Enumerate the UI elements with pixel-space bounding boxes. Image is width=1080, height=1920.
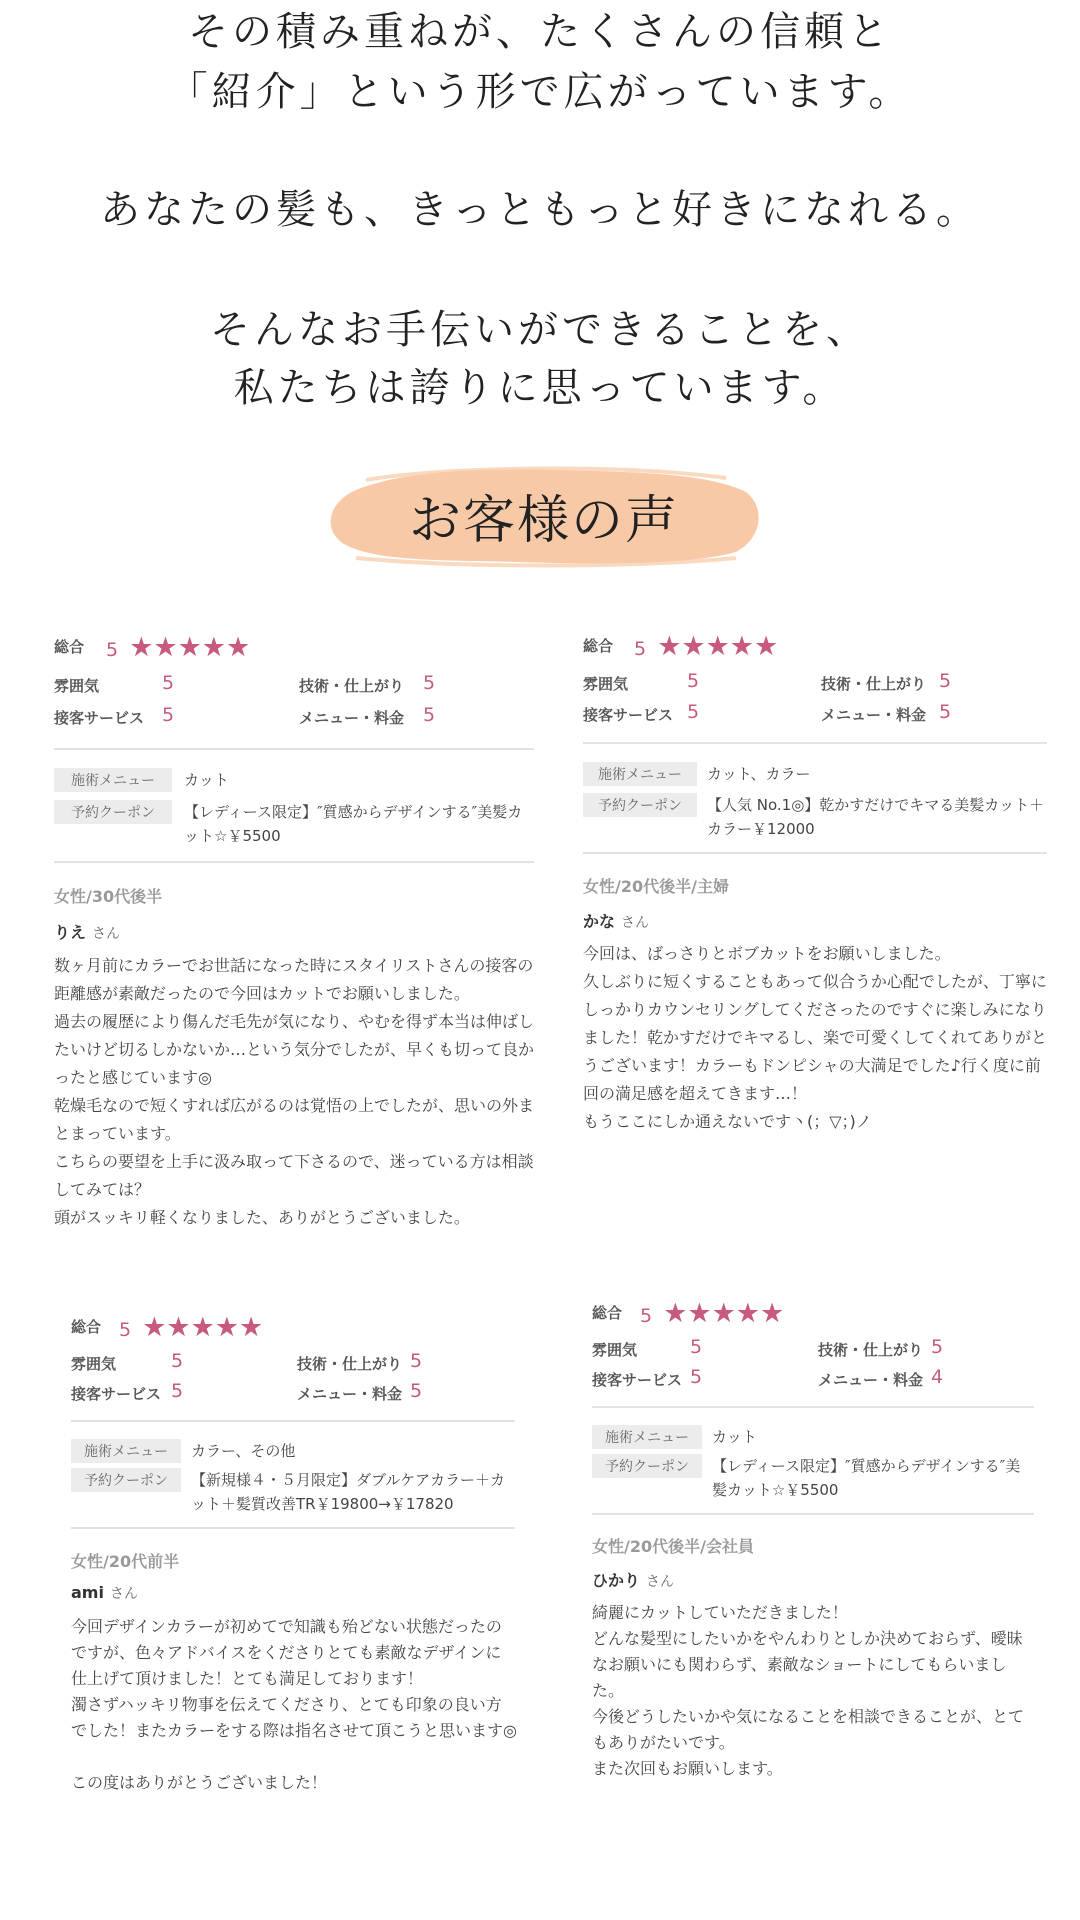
divider xyxy=(54,861,534,863)
atmosphere-score: 5 xyxy=(162,672,175,694)
intro-line-2: 「紹介」という形で広がっています。 xyxy=(167,69,913,115)
technique-label: 技術・仕上がり xyxy=(299,677,405,695)
review-body: 今回デザインカラーが初めてで知識も殆どない状態だったのですが、色々アドバイスをくださりとても素敵なデザインに仕上げて頂けました！とても満足しております！ 濁さずハッキリ物事を伝えてくださり、とても印象の良い方でした！またカラーをする際は指名させて頂こうと思います◎ この度はありがとうございました！ xyxy=(71,1617,517,1792)
honorific: さん xyxy=(621,915,650,931)
reviewer-name xyxy=(592,1568,674,1591)
star-rating-icon: ★★★★★ xyxy=(663,1298,785,1329)
review-card-4 xyxy=(592,1298,1034,1798)
atmosphere-score: 5 xyxy=(690,1336,703,1358)
review-body: 綺麗にカットしていただきました！ どんな髪型にしたいかをやんわりとしか決めておらず、曖昧なお願いにも関わらず、素敵なショートにしてもらいました。 今後どうしたいかや気になることを相談できることが、とてもありがたいです。 また次回もお願いします。 xyxy=(592,1603,1025,1778)
menu-price-score: 5 xyxy=(939,701,952,723)
divider xyxy=(71,1420,515,1422)
reviewer-name-text: りえ xyxy=(54,923,87,942)
review-body: 今回は、ばっさりとボブカットをお願いしました。 久しぶりに短くすることもあって似合うか心配でしたが、丁寧にしっかりカウンセリングしてくださったのですぐに楽しみになりました！乾かすだけでキマるし、楽で可愛くしてくれてありがとうございます！カラーもドンピシャの大満足でした♪行く度に前回の満足感を超えてきます…！ もうここにしか通えないです丶(；▽；)ノ xyxy=(583,944,1048,1131)
intro-line-1: その積み重ねが、たくさんの信頼と xyxy=(188,9,892,55)
reviewer-demographic: 女性/20代後半/主婦 xyxy=(583,877,729,896)
technique-label: 技術・仕上がり xyxy=(297,1355,403,1373)
service-label: 接客サービス xyxy=(54,709,145,727)
overall-label: 総合 xyxy=(71,1318,102,1336)
divider xyxy=(592,1406,1034,1408)
menu-price-score: 5 xyxy=(410,1380,423,1402)
honorific: さん xyxy=(92,926,121,942)
service-score: 5 xyxy=(171,1380,184,1402)
atmosphere-score: 5 xyxy=(171,1350,184,1372)
coupon-tag: 予約クーポン xyxy=(592,1454,702,1478)
coupon-value: 【人気 No.1◎】乾かすだけでキマる美髪カット＋カラー￥12000 xyxy=(707,796,1045,838)
menu-price-label: メニュー・料金 xyxy=(818,1371,924,1389)
menu-price-label: メニュー・料金 xyxy=(821,706,927,724)
review-card-3 xyxy=(71,1312,515,1832)
atmosphere-label: 雰囲気 xyxy=(592,1341,638,1359)
section-heading xyxy=(326,462,762,568)
menu-tag: 施術メニュー xyxy=(592,1425,702,1449)
service-label: 接客サービス xyxy=(583,706,674,724)
menu-value: カット xyxy=(184,771,229,789)
coupon-value: 【レディース限定】″質感からデザインする″美髪カット☆￥5500 xyxy=(712,1457,1021,1499)
overall-score: 5 xyxy=(634,638,647,660)
star-rating-icon: ★★★★★ xyxy=(129,632,251,663)
divider xyxy=(71,1527,515,1529)
atmosphere-score: 5 xyxy=(687,670,700,692)
coupon-value: 【新規様４・５月限定】ダブルケアカラー＋カット＋髪質改善TR￥19800→￥17820 xyxy=(191,1471,505,1513)
divider xyxy=(54,748,534,750)
service-label: 接客サービス xyxy=(592,1371,683,1389)
honorific: さん xyxy=(646,1574,675,1590)
technique-label: 技術・仕上がり xyxy=(818,1341,924,1359)
reviewer-name-text: かな xyxy=(583,912,616,931)
overall-score: 5 xyxy=(640,1305,653,1327)
reviewer-name xyxy=(71,1583,138,1603)
menu-tag: 施術メニュー xyxy=(583,762,697,786)
reviewer-demographic: 女性/20代後半/会社員 xyxy=(592,1537,754,1556)
honorific: さん xyxy=(109,1586,138,1602)
reviewer-name-text: ami xyxy=(71,1583,104,1602)
reviewer-demographic: 女性/20代前半 xyxy=(71,1552,180,1571)
overall-label: 総合 xyxy=(583,637,614,655)
reviewer-name xyxy=(54,920,120,943)
coupon-tag: 予約クーポン xyxy=(54,800,172,824)
review-body: 数ヶ月前にカラーでお世話になった時にスタイリストさんの接客の距離感が素敵だったので今回はカットでお願いしました。 過去の履歴により傷んだ毛先が気になり、やむを得ず本当は伸ばしたいけど切るしかないか…という気分でしたが、早くも切って良かったと感じています◎ 乾燥毛なので短くすれば広がるのは覚悟の上でしたが、思いの外まとまっています。 こちらの要望を上手に汲み取って下さるので、迷っている方は相談してみては？ 頭がスッキリ軽くなりました、ありがとうございました。 xyxy=(54,956,535,1227)
coupon-tag: 予約クーポン xyxy=(583,793,697,817)
heading-title: お客様の声 xyxy=(408,490,679,551)
intro-line-4: そんなお手伝いができることを、 xyxy=(210,307,870,353)
reviewer-demographic: 女性/30代後半 xyxy=(54,887,163,906)
overall-score: 5 xyxy=(106,639,119,661)
technique-score: 5 xyxy=(931,1336,944,1358)
atmosphere-label: 雰囲気 xyxy=(54,677,100,695)
menu-price-label: メニュー・料金 xyxy=(299,709,405,727)
menu-tag: 施術メニュー xyxy=(54,768,172,792)
reviewer-name-text: ひかり xyxy=(592,1571,641,1590)
overall-label: 総合 xyxy=(54,638,85,656)
menu-value: カット xyxy=(712,1428,757,1446)
divider xyxy=(592,1513,1034,1515)
intro-line-3: あなたの髪も、きっともっと好きになれる。 xyxy=(100,187,980,233)
star-rating-icon: ★★★★★ xyxy=(657,631,779,662)
atmosphere-label: 雰囲気 xyxy=(71,1355,117,1373)
divider xyxy=(583,852,1047,854)
divider xyxy=(583,742,1047,744)
menu-value: カット、カラー xyxy=(707,765,811,783)
menu-value: カラー、その他 xyxy=(191,1442,296,1460)
technique-score: 5 xyxy=(423,672,436,694)
service-score: 5 xyxy=(162,704,175,726)
menu-tag: 施術メニュー xyxy=(71,1439,181,1463)
intro-line-5: 私たちは誇りに思っています。 xyxy=(233,365,847,411)
reviewer-name xyxy=(583,909,649,932)
technique-score: 5 xyxy=(410,1350,423,1372)
technique-score: 5 xyxy=(939,670,952,692)
atmosphere-label: 雰囲気 xyxy=(583,675,629,693)
review-card-1 xyxy=(54,630,534,1270)
review-card-2 xyxy=(583,630,1047,1150)
service-score: 5 xyxy=(690,1366,703,1388)
service-label: 接客サービス xyxy=(71,1385,162,1403)
technique-label: 技術・仕上がり xyxy=(821,675,927,693)
menu-price-label: メニュー・料金 xyxy=(297,1385,403,1403)
menu-price-score: 5 xyxy=(423,704,436,726)
overall-score: 5 xyxy=(119,1319,132,1341)
coupon-tag: 予約クーポン xyxy=(71,1468,181,1492)
overall-label: 総合 xyxy=(592,1304,623,1322)
menu-price-score: 4 xyxy=(931,1366,944,1388)
star-rating-icon: ★★★★★ xyxy=(142,1312,264,1343)
service-score: 5 xyxy=(687,701,700,723)
coupon-value: 【レディース限定】″質感からデザインする″美髪カット☆￥5500 xyxy=(184,803,523,845)
